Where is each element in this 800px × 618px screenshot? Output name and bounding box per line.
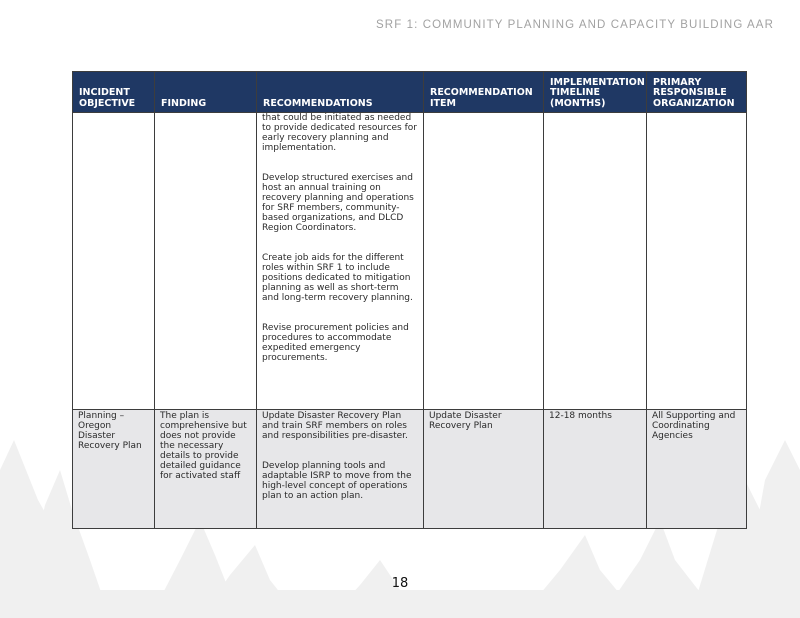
recommendation-text: Revise procurement policies and procedures to accommodate expedited emergency procurements. bbox=[262, 323, 409, 363]
header-finding: FINDING bbox=[155, 72, 257, 113]
table-row bbox=[73, 410, 747, 529]
running-header: SRF 1: COMMUNITY PLANNING AND CAPACITY BUILDING AAR bbox=[376, 19, 774, 31]
recommendation-text: Develop structured exercises and host an annual training on recovery planning and operations for SRF members, community-based organizations, and DLCD Region Coordinators. bbox=[262, 173, 414, 233]
table-row bbox=[73, 113, 747, 410]
page-number: 18 bbox=[391, 576, 409, 591]
cell-organization bbox=[647, 113, 747, 410]
recommendation-text: that could be initiated as needed to provide dedicated resources for early recovery planning and implementation. bbox=[262, 113, 417, 153]
cell-finding bbox=[155, 113, 257, 410]
header-recommendations: RECOMMENDATIONS bbox=[257, 72, 424, 113]
cell-timeline bbox=[544, 113, 647, 410]
header-incident-objective: INCIDENT OBJECTIVE bbox=[73, 72, 155, 113]
cell-finding: The plan is comprehensive but does not provide the necessary details to provide detailed guidance for activated staff bbox=[155, 410, 257, 529]
cell-objective bbox=[73, 113, 155, 410]
table-header-row bbox=[73, 72, 747, 113]
cell-organization: All Supporting and Coordinating Agencies bbox=[647, 410, 747, 529]
recommendation-text: Update Disaster Recovery Plan and train SRF members on roles and responsibilities pre-disaster. bbox=[262, 411, 408, 441]
header-primary-responsible-organization: PRIMARY RESPONSIBLE ORGANIZATION bbox=[647, 72, 747, 113]
cell-recommendations bbox=[257, 113, 424, 410]
cell-recommendations bbox=[257, 410, 424, 529]
cell-recommendation-item bbox=[424, 113, 544, 410]
header-recommendation-item: RECOMMENDATION ITEM bbox=[424, 72, 544, 113]
cell-objective: Planning – Oregon Disaster Recovery Plan bbox=[73, 410, 155, 529]
header-implementation-timeline: IMPLEMENTATION TIMELINE (MONTHS) bbox=[544, 72, 647, 113]
recommendations-table bbox=[72, 71, 747, 529]
cell-recommendation-item: Update Disaster Recovery Plan bbox=[424, 410, 544, 529]
recommendation-text: Create job aids for the different roles within SRF 1 to include positions dedicated to mitigation planning as well as short-term and long-term recovery planning. bbox=[262, 253, 413, 303]
recommendation-text: Develop planning tools and adaptable ISRP to move from the high-level concept of operations plan to an action plan. bbox=[262, 461, 412, 501]
cell-timeline: 12-18 months bbox=[544, 410, 647, 529]
